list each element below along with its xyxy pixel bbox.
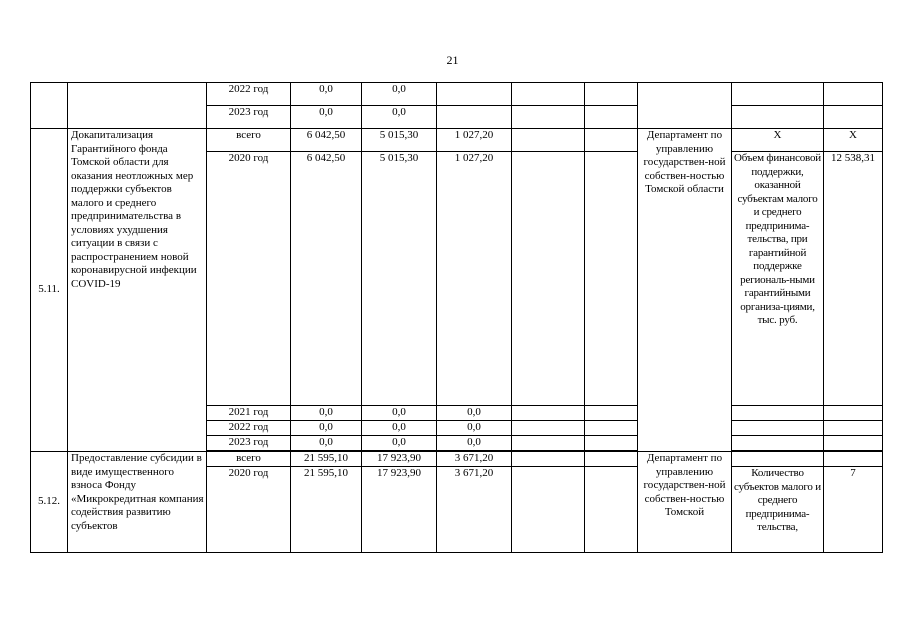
table-row — [31, 452, 883, 467]
item-number: 5.12. — [31, 452, 68, 553]
year-cell: 2021 год — [207, 406, 291, 421]
empty-cell — [512, 467, 585, 553]
empty-cell — [437, 106, 512, 129]
empty-cell — [512, 452, 585, 467]
year-cell: 2023 год — [207, 106, 291, 129]
empty-cell — [512, 83, 585, 106]
empty-cell — [585, 129, 638, 152]
empty-cell — [512, 421, 585, 436]
indicator-cell — [732, 406, 824, 421]
empty-cell — [512, 129, 585, 152]
empty-cell — [512, 106, 585, 129]
name-cell — [68, 83, 207, 129]
budget-cell: 0,0 — [362, 436, 437, 451]
budget-cell: 0,0 — [362, 421, 437, 436]
budget-cell: 5 015,30 — [362, 129, 437, 152]
year-cell: 2022 год — [207, 421, 291, 436]
table-row — [31, 129, 883, 152]
budget-cell: 0,0 — [437, 421, 512, 436]
total-cell: 6 042,50 — [291, 152, 362, 406]
empty-cell — [585, 421, 638, 436]
year-cell: 2022 год — [207, 83, 291, 106]
year-cell: всего — [207, 129, 291, 152]
executor-cell — [638, 83, 732, 129]
budget-cell: 0,0 — [437, 406, 512, 421]
value-cell — [824, 83, 883, 106]
value-cell: 7 — [824, 467, 883, 553]
total-cell: 21 595,10 — [291, 452, 362, 467]
value-cell — [824, 406, 883, 421]
empty-cell — [585, 406, 638, 421]
value-cell — [824, 106, 883, 129]
program-table — [30, 82, 883, 553]
indicator-cell: Количество субъектов малого и среднего предпринима-тельства, — [732, 467, 824, 553]
indicator-cell — [732, 421, 824, 436]
budget-cell: 3 671,20 — [437, 467, 512, 553]
empty-cell — [585, 106, 638, 129]
value-cell: Х — [824, 129, 883, 152]
budget-cell: 5 015,30 — [362, 152, 437, 406]
value-cell — [824, 421, 883, 436]
item-name: Докапитализация Гарантийного фонда Томской области для оказания неотложных мер поддержки субъектов малого и среднего предпринимательства в условиях ухудшения ситуации в связи с распространением новой коронавирусной инфекции COVID-19 — [68, 129, 207, 452]
executor-cell: Департамент по управлению государствен-ной собствен-ностью Томской — [638, 452, 732, 553]
budget-cell: 0,0 — [362, 406, 437, 421]
indicator-cell: Объем финансовой поддержки, оказанной субъектам малого и среднего предпринима-тельства, при гарантийной поддержке региональ-ными гарантийными организа-циями, тыс. руб. — [732, 152, 824, 406]
budget-cell: 1 027,20 — [437, 129, 512, 152]
total-cell: 0,0 — [291, 406, 362, 421]
total-cell: 21 595,10 — [291, 467, 362, 553]
value-cell: 12 538,31 — [824, 152, 883, 406]
empty-cell — [585, 436, 638, 451]
indicator-cell — [732, 106, 824, 129]
year-cell: 2020 год — [207, 467, 291, 553]
empty-cell — [512, 152, 585, 406]
total-cell: 0,0 — [291, 83, 362, 106]
empty-cell — [512, 406, 585, 421]
total-cell: 6 042,50 — [291, 129, 362, 152]
budget-cell: 0,0 — [362, 83, 437, 106]
table-row — [31, 83, 883, 106]
value-cell — [824, 452, 883, 467]
indicator-cell: Х — [732, 129, 824, 152]
empty-cell — [585, 452, 638, 467]
year-cell: 2023 год — [207, 436, 291, 451]
budget-cell: 17 923,90 — [362, 467, 437, 553]
budget-cell: 0,0 — [362, 106, 437, 129]
value-cell — [824, 436, 883, 451]
year-cell: 2020 год — [207, 152, 291, 406]
executor-cell: Департамент по управлению государствен-ной собствен-ностью Томской области — [638, 129, 732, 452]
budget-cell: 17 923,90 — [362, 452, 437, 467]
indicator-cell — [732, 83, 824, 106]
indicator-cell — [732, 452, 824, 467]
year-cell: всего — [207, 452, 291, 467]
total-cell: 0,0 — [291, 106, 362, 129]
budget-cell: 3 671,20 — [437, 452, 512, 467]
page-number: 21 — [446, 53, 459, 67]
budget-cell: 0,0 — [437, 436, 512, 451]
item-number: 5.11. — [31, 129, 68, 452]
indicator-cell — [732, 436, 824, 451]
num-cell — [31, 83, 68, 129]
empty-cell — [585, 83, 638, 106]
empty-cell — [585, 152, 638, 406]
empty-cell — [585, 467, 638, 553]
budget-cell: 1 027,20 — [437, 152, 512, 406]
total-cell: 0,0 — [291, 436, 362, 451]
empty-cell — [512, 436, 585, 451]
total-cell: 0,0 — [291, 421, 362, 436]
empty-cell — [437, 83, 512, 106]
item-name: Предоставление субсидии в виде имущественного взноса Фонду «Микрокредитная компания содействия развитию субъектов — [68, 452, 207, 553]
